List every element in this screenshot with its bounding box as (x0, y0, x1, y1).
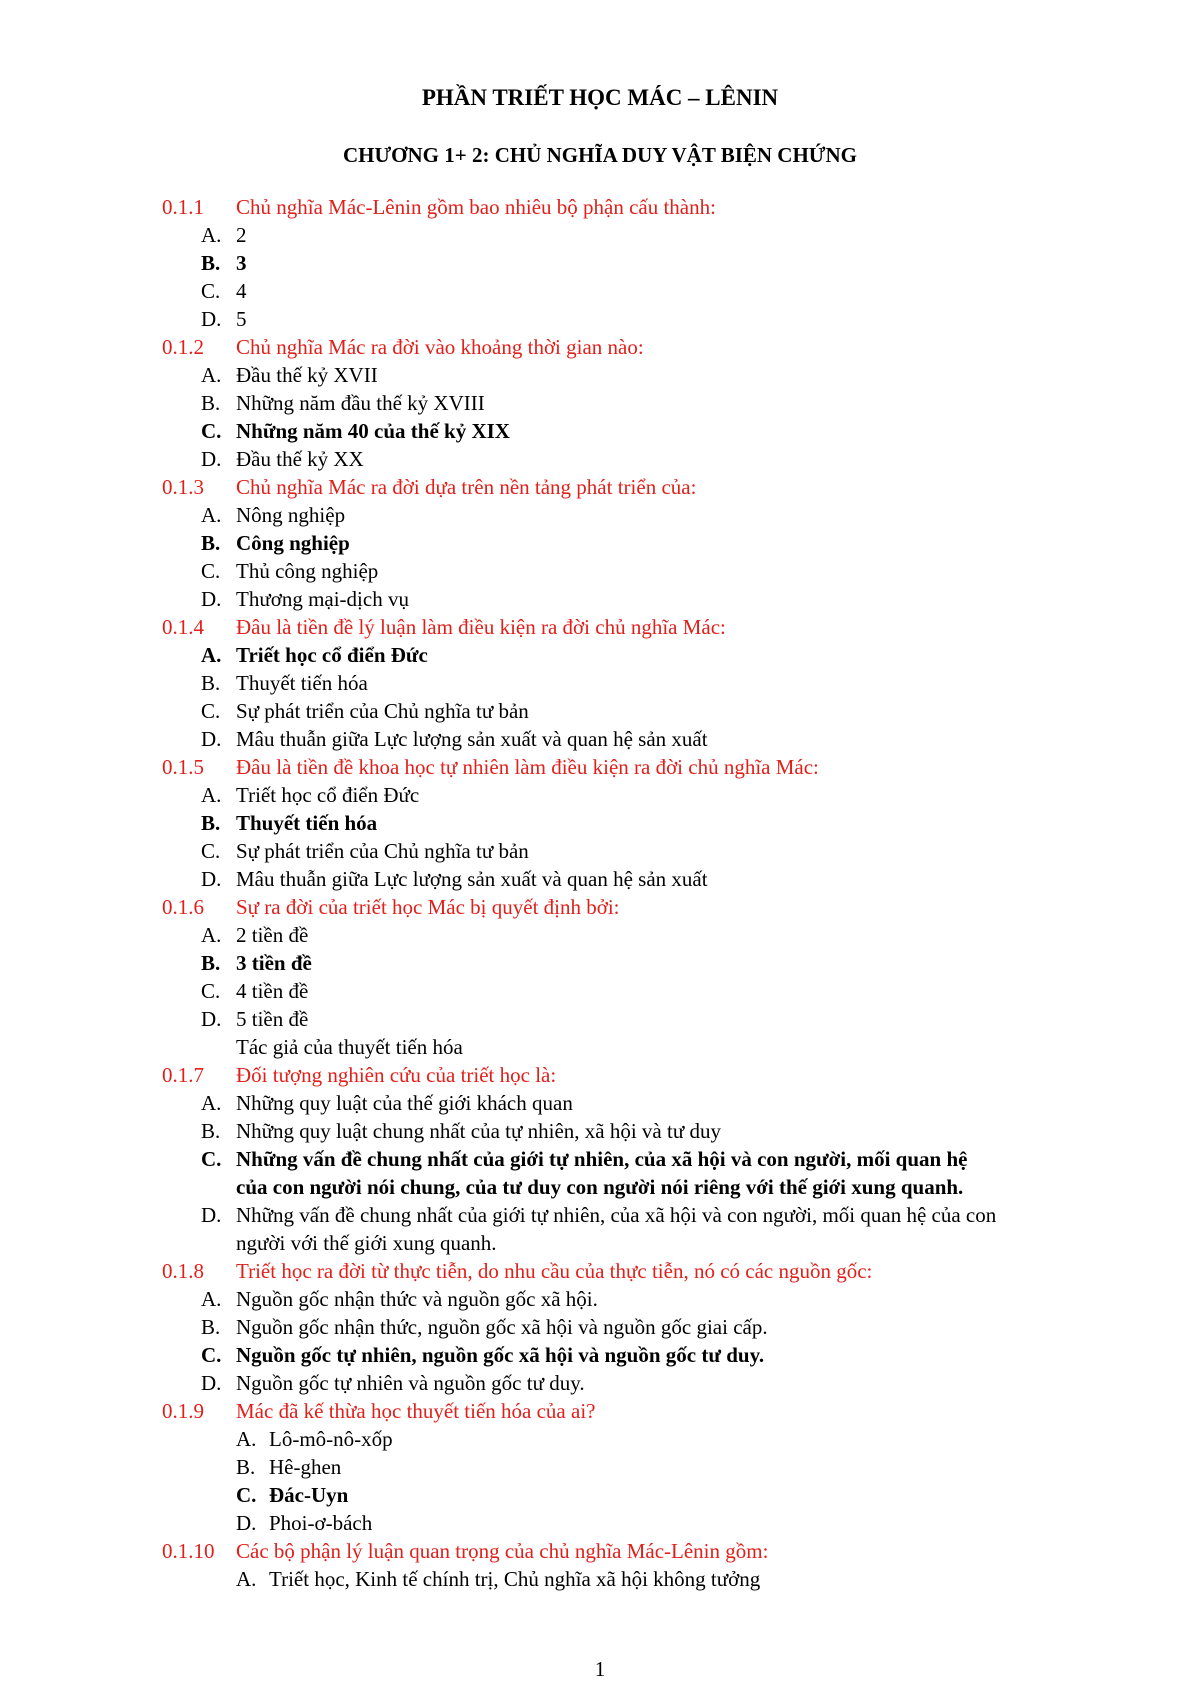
option-text: Công nghiệp (236, 531, 350, 555)
answer-option-correct (0, 641, 1200, 669)
answer-option (0, 837, 1200, 865)
option-text: Triết học, Kinh tế chính trị, Chủ nghĩa xã hội không tưởng (269, 1567, 761, 1591)
question-number: 0.1.10 (162, 1539, 215, 1563)
answer-option (0, 1089, 1200, 1117)
question-heading (0, 753, 1200, 781)
option-label: D. (201, 447, 222, 471)
question-heading (0, 1537, 1200, 1565)
option-text: Nguồn gốc tự nhiên và nguồn gốc tư duy. (236, 1371, 585, 1395)
answer-option (0, 977, 1200, 1005)
option-label: A. (201, 783, 222, 807)
question-text: Đối tượng nghiên cứu của triết học là: (236, 1063, 557, 1087)
question-text: Đâu là tiền đề lý luận làm điều kiện ra đời chủ nghĩa Mác: (236, 615, 726, 639)
option-label: C. (201, 1147, 222, 1171)
question-heading (0, 193, 1200, 221)
question-number: 0.1.6 (162, 895, 204, 919)
option-text: 5 (236, 307, 247, 331)
question-heading (0, 473, 1200, 501)
option-text: Những năm đầu thế kỷ XVIII (236, 391, 485, 415)
option-text: Những năm 40 của thế kỷ XIX (236, 419, 510, 443)
option-label: C. (236, 1483, 257, 1507)
question-number: 0.1.1 (162, 195, 204, 219)
question-text: Chủ nghĩa Mác-Lênin gồm bao nhiêu bộ phận cấu thành: (236, 195, 716, 219)
question-text: Các bộ phận lý luận quan trọng của chủ nghĩa Mác-Lênin gồm: (236, 1539, 769, 1563)
chapter-title: CHƯƠNG 1+ 2: CHỦ NGHĨA DUY VẬT BIỆN CHỨNG (342, 143, 858, 167)
option-label: B. (201, 531, 221, 555)
option-text: Mâu thuẫn giữa Lực lượng sản xuất và quan hệ sản xuất (236, 727, 708, 751)
option-label: A. (236, 1427, 257, 1451)
page-title: PHẦN TRIẾT HỌC MÁC – LÊNIN (421, 85, 779, 110)
option-label: A. (201, 363, 222, 387)
question-number: 0.1.8 (162, 1259, 204, 1283)
question-number: 0.1.4 (162, 615, 204, 639)
answer-option (0, 361, 1200, 389)
option-label: C. (201, 559, 221, 583)
option-text: Hê-ghen (269, 1455, 342, 1479)
option-label: B. (201, 251, 221, 275)
answer-option-correct (0, 809, 1200, 837)
answer-option (0, 1005, 1200, 1033)
question-list (0, 193, 1200, 1593)
answer-option (0, 1425, 1200, 1453)
option-text: Sự phát triển của Chủ nghĩa tư bản (236, 699, 529, 723)
option-label: B. (201, 951, 221, 975)
question-heading (0, 893, 1200, 921)
option-label: B. (201, 811, 221, 835)
option-label: D. (201, 1371, 222, 1395)
answer-option-correct (0, 1145, 1200, 1173)
option-label: B. (201, 391, 221, 415)
answer-option-continuation (0, 1229, 1200, 1257)
answer-option (0, 1117, 1200, 1145)
question-number: 0.1.5 (162, 755, 204, 779)
option-label: B. (201, 1315, 221, 1339)
option-label: D. (201, 1007, 222, 1031)
option-text: Triết học cổ điển Đức (236, 783, 420, 807)
option-label: B. (201, 1119, 221, 1143)
option-text: 4 tiền đề (236, 979, 309, 1003)
page-number: 1 (594, 1657, 606, 1681)
option-label: A. (201, 923, 222, 947)
question-number: 0.1.3 (162, 475, 204, 499)
option-label: D. (236, 1511, 257, 1535)
answer-option-correct (0, 249, 1200, 277)
answer-option (0, 781, 1200, 809)
question-text: Triết học ra đời từ thực tiễn, do nhu cầu của thực tiễn, nó có các nguồn gốc: (236, 1259, 873, 1283)
answer-option (0, 697, 1200, 725)
answer-option (0, 445, 1200, 473)
answer-option (0, 501, 1200, 529)
option-text: Thủ công nghiệp (236, 559, 379, 583)
question-number: 0.1.7 (162, 1063, 204, 1087)
option-text: 2 tiền đề (236, 923, 309, 947)
option-text: Phoi-ơ-bách (269, 1511, 373, 1535)
option-text: Triết học cổ điển Đức (236, 643, 428, 667)
answer-option (0, 669, 1200, 697)
option-text: của con người nói chung, của tư duy con người nói riêng với thế giới xung quanh. (236, 1175, 964, 1199)
option-label: A. (201, 223, 222, 247)
option-text: 5 tiền đề (236, 1007, 309, 1031)
answer-option-continuation (0, 1173, 1200, 1201)
question-text: Đâu là tiền đề khoa học tự nhiên làm điều kiện ra đời chủ nghĩa Mác: (236, 755, 819, 779)
option-text: 2 (236, 223, 247, 247)
option-label: B. (236, 1455, 256, 1479)
option-text: Lô-mô-nô-xốp (269, 1427, 393, 1451)
question-number: 0.1.2 (162, 335, 204, 359)
option-label: D. (201, 1203, 222, 1227)
answer-option (0, 921, 1200, 949)
option-label: B. (201, 671, 221, 695)
option-label: C. (201, 1343, 222, 1367)
answer-option-correct (0, 417, 1200, 445)
option-text: Những vấn đề chung nhất của giới tự nhiên, của xã hội và con người, mối quan hệ của con (236, 1203, 997, 1227)
option-text: Thuyết tiến hóa (236, 811, 378, 835)
option-text: Thuyết tiến hóa (236, 671, 368, 695)
option-label: C. (201, 419, 222, 443)
option-text: Thương mại-dịch vụ (236, 587, 409, 611)
option-text: Nguồn gốc nhận thức và nguồn gốc xã hội. (236, 1287, 598, 1311)
option-label: D. (201, 867, 222, 891)
answer-option (0, 1285, 1200, 1313)
option-label: A. (236, 1567, 257, 1591)
answer-option (0, 389, 1200, 417)
answer-option (0, 1369, 1200, 1397)
answer-option (0, 277, 1200, 305)
answer-option (0, 585, 1200, 613)
option-text: Nguồn gốc tự nhiên, nguồn gốc xã hội và nguồn gốc tư duy. (236, 1343, 765, 1367)
answer-option-correct (0, 949, 1200, 977)
question-heading (0, 613, 1200, 641)
option-label: D. (201, 587, 222, 611)
answer-option (0, 305, 1200, 333)
question-text: Chủ nghĩa Mác ra đời vào khoảng thời gian nào: (236, 335, 644, 359)
question-heading (0, 1397, 1200, 1425)
answer-option (0, 1201, 1200, 1229)
option-label: D. (201, 307, 222, 331)
option-label: A. (201, 1091, 222, 1115)
option-text: Đầu thế kỷ XX (236, 447, 364, 471)
answer-option (0, 1453, 1200, 1481)
answer-option (0, 1509, 1200, 1537)
option-label: D. (201, 727, 222, 751)
answer-option (0, 557, 1200, 585)
option-text: 3 tiền đề (236, 951, 312, 975)
answer-option (0, 1565, 1200, 1593)
option-text: người với thế giới xung quanh. (236, 1231, 497, 1255)
option-text: Sự phát triển của Chủ nghĩa tư bản (236, 839, 529, 863)
note-text: Tác giả của thuyết tiến hóa (236, 1035, 463, 1059)
question-number: 0.1.9 (162, 1399, 204, 1423)
option-label: C. (201, 839, 221, 863)
option-text: Những vấn đề chung nhất của giới tự nhiên, của xã hội và con người, mối quan hệ (236, 1147, 968, 1171)
option-text: Mâu thuẫn giữa Lực lượng sản xuất và quan hệ sản xuất (236, 867, 708, 891)
answer-option (0, 725, 1200, 753)
option-text: Những quy luật chung nhất của tự nhiên, xã hội và tư duy (236, 1119, 721, 1143)
answer-option-correct (0, 529, 1200, 557)
question-text: Chủ nghĩa Mác ra đời dựa trên nền tảng phát triển của: (236, 475, 697, 499)
option-text: Nông nghiệp (236, 503, 346, 527)
question-text: Mác đã kế thừa học thuyết tiến hóa của ai? (236, 1399, 596, 1423)
question-heading (0, 333, 1200, 361)
answer-option (0, 221, 1200, 249)
option-label: A. (201, 503, 222, 527)
option-label: C. (201, 979, 221, 1003)
option-text: 3 (236, 251, 247, 275)
option-text: 4 (236, 279, 247, 303)
option-text: Những quy luật của thế giới khách quan (236, 1091, 573, 1115)
option-label: A. (201, 643, 222, 667)
answer-option (0, 865, 1200, 893)
question-heading (0, 1257, 1200, 1285)
answer-option-correct (0, 1341, 1200, 1369)
option-text: Đầu thế kỷ XVII (236, 363, 378, 387)
option-label: A. (201, 1287, 222, 1311)
answer-option (0, 1313, 1200, 1341)
answer-option-correct (0, 1481, 1200, 1509)
stray-note (0, 1033, 1200, 1061)
question-heading (0, 1061, 1200, 1089)
option-text: Nguồn gốc nhận thức, nguồn gốc xã hội và nguồn gốc giai cấp. (236, 1315, 768, 1339)
option-label: C. (201, 279, 221, 303)
question-text: Sự ra đời của triết học Mác bị quyết định bởi: (236, 895, 620, 919)
option-label: C. (201, 699, 221, 723)
option-text: Đác-Uyn (269, 1483, 349, 1507)
